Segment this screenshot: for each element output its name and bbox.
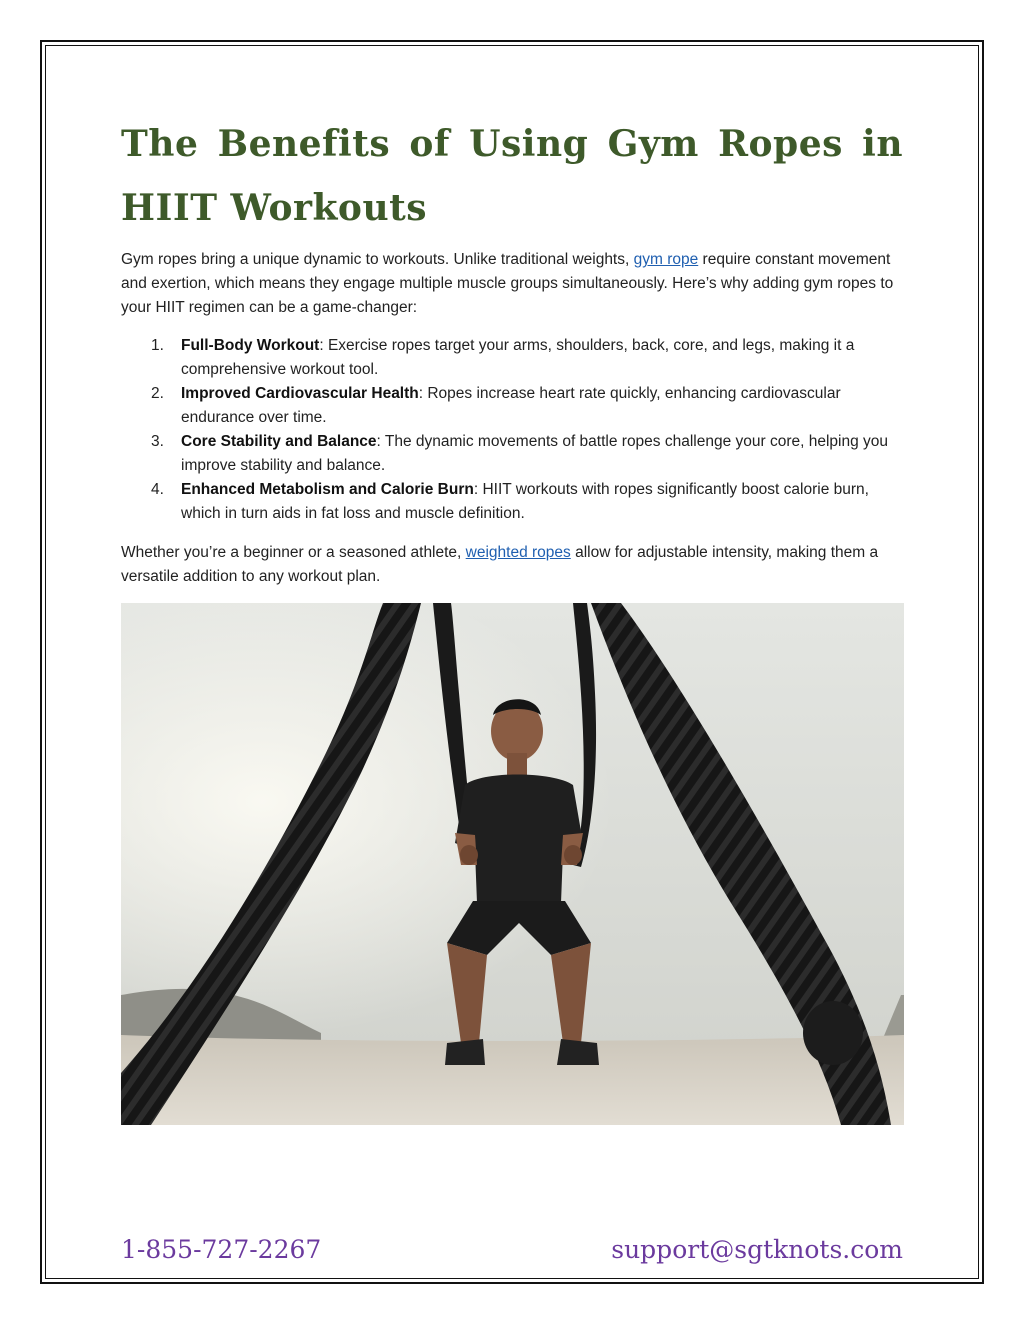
- benefits-list: [121, 334, 903, 526]
- benefit-heading: Improved Cardiovascular Health: [181, 385, 419, 402]
- list-item: [121, 334, 903, 382]
- benefit-heading: Enhanced Metabolism and Calorie Burn: [181, 481, 474, 498]
- list-item: [121, 430, 903, 478]
- footer-email: support@sgtknots.com: [611, 1235, 903, 1264]
- list-item: [121, 478, 903, 526]
- benefit-text: : Ropes increase heart rate quickly, enhancing cardiovascular endurance over time.: [181, 385, 841, 426]
- closing-paragraph: [121, 541, 903, 589]
- list-number: 3.: [151, 433, 164, 450]
- list-number: 1.: [151, 337, 164, 354]
- list-number: 4.: [151, 481, 164, 498]
- intro-text-after: require constant movement and exertion, which means they engage multiple muscle groups simultaneously. Here’s why adding gym ropes to your HIIT regimen can be a game-changer:: [121, 251, 894, 316]
- closing-text-before: Whether you’re a beginner or a seasoned athlete,: [121, 544, 466, 561]
- weighted-ropes-link[interactable]: weighted ropes: [465, 544, 571, 561]
- benefit-text: : Exercise ropes target your arms, shoulders, back, core, and legs, making it a comprehensive workout tool.: [181, 337, 855, 378]
- footer-phone: 1-855-727-2267: [121, 1235, 322, 1264]
- list-item: [121, 382, 903, 430]
- list-number: 2.: [151, 385, 164, 402]
- closing-text-after: allow for adjustable intensity, making them a versatile addition to any workout plan.: [121, 544, 879, 585]
- benefit-text: : The dynamic movements of battle ropes challenge your core, helping you improve stability and balance.: [181, 433, 889, 474]
- battle-ropes-photo: [121, 603, 904, 1125]
- page-title: The Benefits of Using Gym Ropes in HIIT Workouts: [121, 123, 903, 229]
- intro-text-before: Gym ropes bring a unique dynamic to workouts. Unlike traditional weights,: [121, 251, 634, 268]
- benefit-heading: Core Stability and Balance: [181, 433, 377, 450]
- benefit-text: : HIIT workouts with ropes significantly boost calorie burn, which in turn aids in fat loss and muscle definition.: [181, 481, 869, 522]
- intro-paragraph: [121, 248, 903, 320]
- benefit-heading: Full-Body Workout: [181, 337, 320, 354]
- gym-rope-link[interactable]: gym rope: [633, 251, 699, 268]
